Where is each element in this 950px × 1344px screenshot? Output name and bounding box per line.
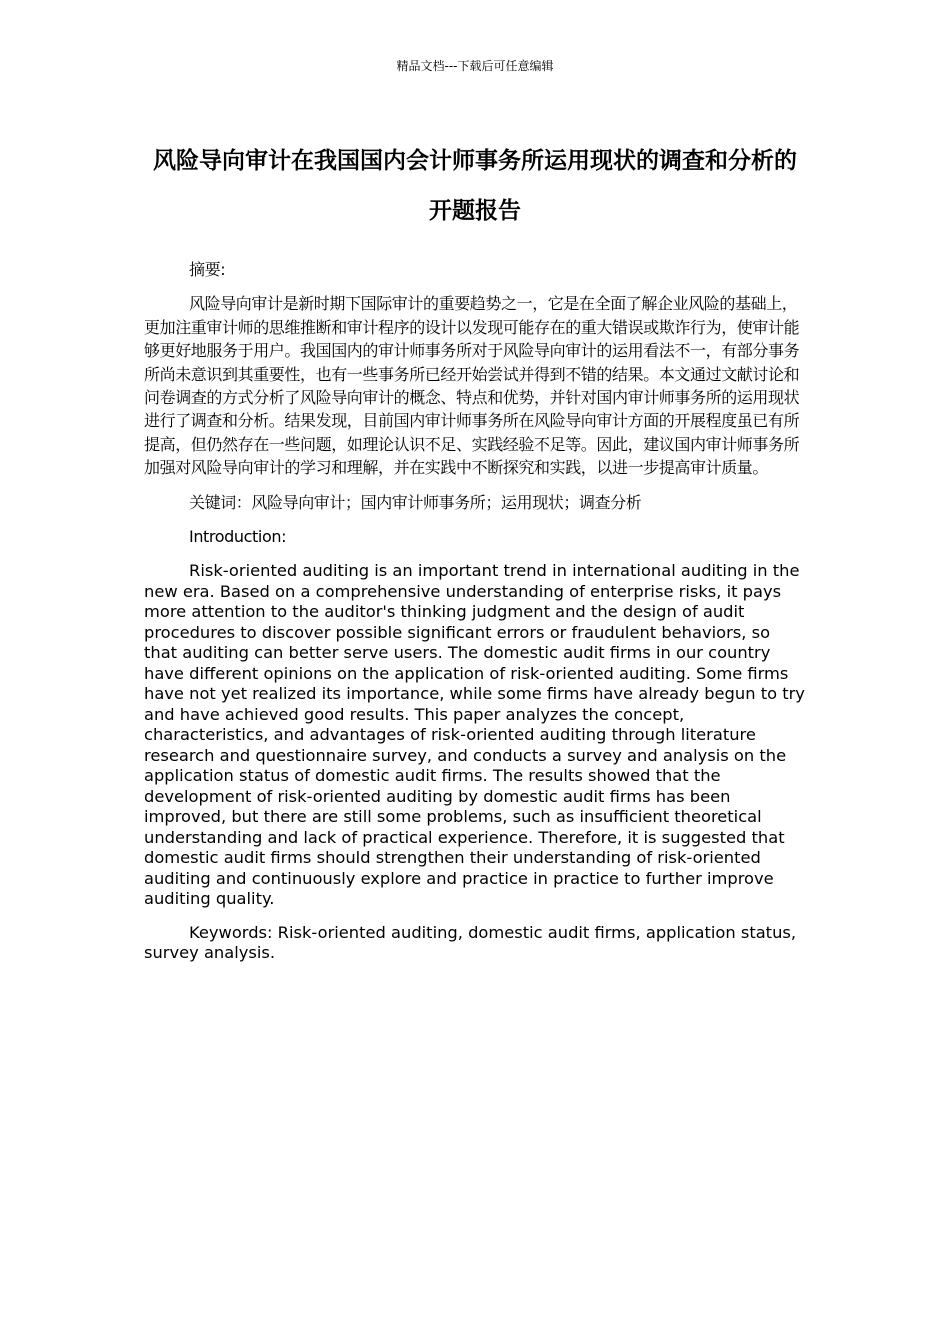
keywords-en: Keywords: Risk-oriented auditing, domestic audit firms, application status, survey analysis.: [144, 922, 797, 963]
abstract-label: 摘要:: [189, 260, 226, 279]
abstract-text: 风险导向审计是新时期下国际审计的重要趋势之一，它是在全面了解企业风险的基础上，更加注重审计师的思维推断和审计程序的设计以发现可能存在的重大错误或欺诈行为，使审计能够更好地服务于用户。我国国内的审计师事务所对于风险导向审计的运用看法不一，有部分事务所尚未意识到其重要性，也有一些事务所已经开始尝试并得到不错的结果。本文通过文献讨论和问卷调查的方式分析了风险导向审计的概念、特点和优势，并针对国内审计师事务所的运用现状进行了调查和分析。结果发现，目前国内审计师事务所在风险导向审计方面的开展程度虽已有所提高，但仍然存在一些问题，如理论认识不足、实践经验不足等。因此，建议国内审计师事务所加强对风险导向审计的学习和理解，并在实践中不断探究和实践，以进一步提高审计质量。: [144, 294, 800, 478]
document-body: [144, 258, 806, 964]
header-note: 精品文档---下载后可任意编辑: [396, 59, 554, 73]
introduction-label: Introduction:: [189, 527, 287, 547]
keywords-zh: 关键词：风险导向审计；国内审计师事务所；运用现状；调查分析: [189, 492, 642, 512]
introduction-text: Risk-oriented auditing is an important trend in international auditing in the new era. Based on a comprehensive understanding of enterprise risks, it pays more attention to the auditor's thinking judgment and the design of audit procedures to discover possible significant errors or fraudulent behaviors, so that auditing can better serve users. The domestic audit firms in our country have different opinions on the application of risk-oriented auditing. Some firms have not yet realized its importance, while some firms have already begun to try and have achieved good results. This paper analyzes the concept, characteristics, and advantages of risk-oriented auditing through literature research and questionnaire survey, and conducts a survey and analysis on the application status of domestic audit firms. The results showed that the development of risk-oriented auditing by domestic audit firms has been improved, but there are still some problems, such as insufficient theoretical understanding and lack of practical experience. Therefore, it is suggested that domestic audit firms should strengthen their understanding of risk-oriented auditing and continuously explore and practice in practice to further improve auditing quality.: [144, 561, 805, 909]
document-title: 风险导向审计在我国国内会计师事务所运用现状的调查和分析的开题报告: [153, 148, 797, 224]
